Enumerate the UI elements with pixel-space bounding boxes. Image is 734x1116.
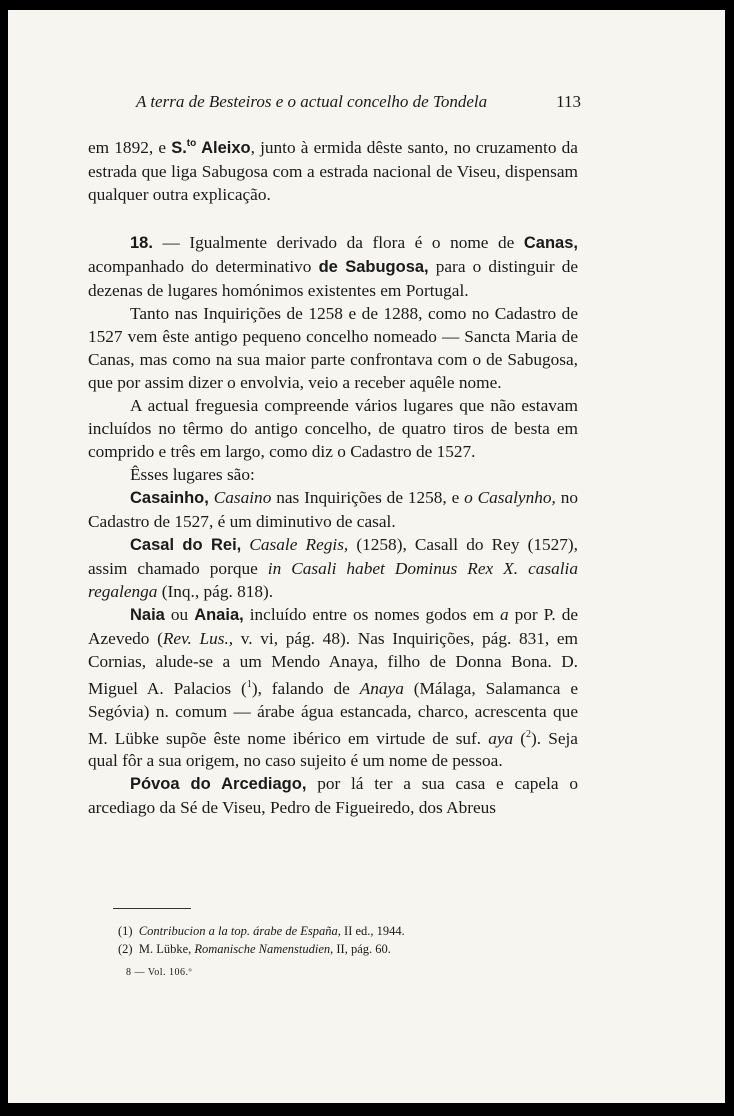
place-name: Aleixo [196, 138, 251, 157]
place-name: de Sabugosa, [318, 257, 429, 276]
book-page [8, 10, 725, 1103]
running-title: A terra de Besteiros e o actual concelho de Tondela [136, 92, 488, 111]
entry-naia: Naia ou Anaia, incluído entre os nomes godos em a por P. de Azevedo (Rev. Lus., v. vi, pág. 48). Nas Inquirições, pág. 831, em Cornias, alude-se a um Mendo Anaya, filho de Donna Bona. D. Miguel A. Palacios ($^1$), falando de Anaya (Málaga, Salamanca e Segóvia) n. comum — árabe água estancada, charco, acrescenta que M. Lübke supõe êste nome ibérico em virtude de suf. aya ($^2$). Seja qual fôr a sua origem, no caso sujeito é um nome de pessoa. [88, 604, 579, 771]
superscript: to [186, 138, 197, 149]
paragraph: em 1892, e S.$^{to}$ Aleixo, junto à ermida dêste santo, no cruzamento da estrada que liga Sabugosa com a estrada nacional de Viseu, dispensam qualquer outra explicação. [88, 137, 578, 204]
footnote: (1) Contribucion a la top. árabe de España, II ed., 1944. [118, 924, 405, 938]
place-name: Casal do Rei, [130, 535, 242, 554]
footnote-ref: 2 [526, 728, 532, 740]
paragraph: A actual freguesia compreende vários lugares que não estavam incluídos no têrmo do antigo concelho, de quatro tiros de besta em comprido e três em largo, como diz o Cadastro de 1527. [88, 395, 578, 461]
section-number: 18. [130, 233, 153, 252]
place-name: Póvoa do Arcediago, [130, 775, 307, 794]
place-name: Casainho, [130, 488, 209, 507]
section-18-paragraph: 18. — Igualmente derivado da flora é o nome de Canas, acompanhado do determinativo de Sabugosa, para o distinguir de dezenas de lugares homónimos existentes em Portugal. [88, 232, 579, 300]
running-header [136, 92, 581, 112]
paragraph: Tanto nas Inquirições de 1258 e de 1288, como no Cadastro de 1527 vem êste antigo pequeno concelho nomeado — Sancta Maria de Canas, mas como na sua maior parte confrontava com o de Sabugosa, que por assim dizer o envolvia, veio a receber aquêle nome. [88, 303, 578, 392]
footnotes [118, 922, 578, 958]
place-name: S. [171, 138, 187, 157]
entry-casainho: Casainho, Casaino nas Inquirições de 1258, e o Casalynho, no Cadastro de 1527, é um diminutivo de casal. [88, 487, 578, 531]
place-name: Naia [130, 605, 165, 624]
footnote: (2) M. Lübke, Romanische Namenstudien, II, pág. 60. [118, 942, 391, 956]
place-name: Canas, [523, 233, 578, 252]
footnote-divider [113, 908, 191, 909]
place-name: Anaia, [194, 605, 244, 624]
footnote-ref: 1 [246, 678, 252, 690]
page-number: 113 [556, 92, 581, 111]
body-text [88, 132, 578, 819]
printer-signature: 8 — Vol. 106.º [126, 967, 193, 978]
paragraph: Êsses lugares são: [130, 464, 255, 484]
entry-casal-do-rei: Casal do Rei, Casale Regis, (1258), Casall do Rey (1527), assim chamado porque in Casali habet Dominus Rex X. casalia regalenga (Inq., pág. 818). [88, 534, 579, 601]
entry-povoa-do-arcediago: Póvoa do Arcediago, por lá ter a sua casa e capela o arcediago da Sé de Viseu, Pedro de Figueiredo, dos Abreus [88, 774, 578, 818]
